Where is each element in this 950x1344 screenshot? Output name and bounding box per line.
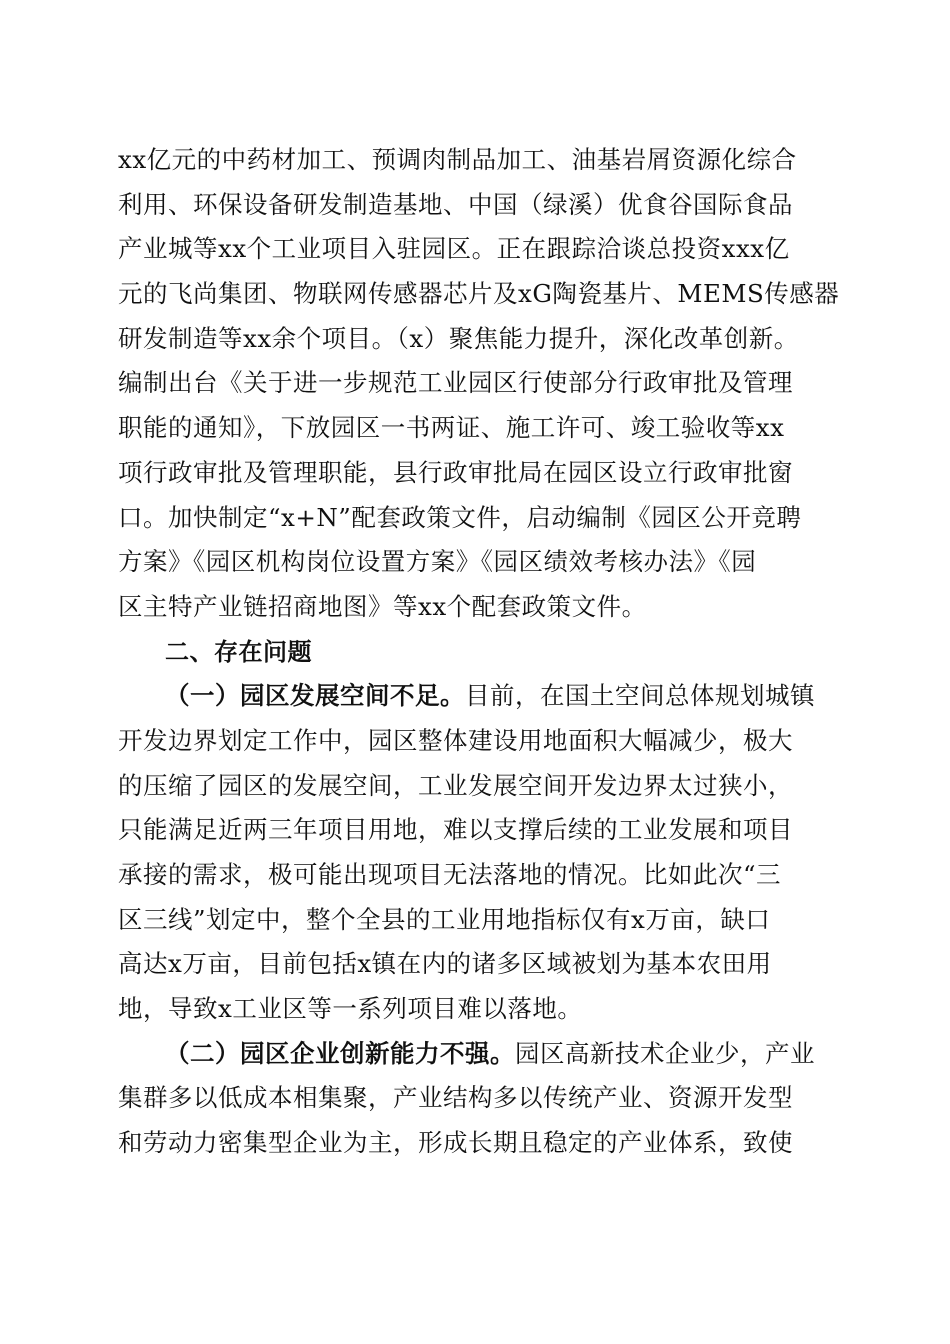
text-line: 集群多以低成本相集聚，产业结构多以传统产业、资源开发型 — [118, 1083, 793, 1113]
text-line: 高达x万亩，目前包括x镇在内的诸多区域被划为基本农田用 — [118, 949, 772, 979]
text-line: 开发边界划定工作中，园区整体建设用地面积大幅减少，极大 — [118, 725, 793, 755]
text-line: 职能的通知》，下放园区一书两证、施工许可、竣工验收等xx — [118, 413, 785, 443]
text-line: 编制出台《关于进一步规范工业园区行使部分行政审批及管理 — [118, 368, 793, 398]
section-heading: 二、存在问题 — [165, 637, 312, 666]
text-line: 利用、环保设备研发制造基地、中国（绿溪）优食谷国际食品 — [118, 189, 793, 219]
text-line: 产业城等xx个工业项目入驻园区。正在跟踪洽谈总投资xxx亿 — [118, 234, 790, 264]
paragraph-issue-2 — [118, 1032, 838, 1166]
text-line: 的压缩了园区的发展空间，工业发展空间开发边界太过狭小， — [118, 770, 793, 800]
text-line: 区三线”划定中，整个全县的工业用地指标仅有x万亩，缺口 — [118, 904, 771, 934]
issue-2-first-line — [118, 1032, 838, 1077]
paragraph-issue-1 — [118, 674, 838, 1032]
issue-1-first-line-text: 目前，在国土空间总体规划城镇 — [465, 681, 815, 711]
text-line: 项行政审批及管理职能，县行政审批局在园区设立行政审批窗 — [118, 457, 793, 487]
issue-2-title: （二）园区企业创新能力不强。 — [165, 1038, 515, 1068]
text-line: xx亿元的中药材加工、预调肉制品加工、油基岩屑资源化综合 — [118, 145, 797, 174]
text-line: 元的飞尚集团、物联网传感器芯片及xG陶瓷基片、MEMS传感器 — [118, 279, 840, 309]
document-body — [118, 138, 838, 1166]
paragraph-investment-and-reform — [118, 138, 838, 630]
text-line: 区主特产业链招商地图》等xx个配套政策文件。 — [118, 591, 647, 621]
issue-1-first-line — [118, 674, 838, 719]
issue-2-first-line-text: 园区高新技术企业少，产业 — [515, 1038, 815, 1068]
text-line: 研发制造等xx余个项目。（x）聚焦能力提升，深化改革创新。 — [118, 323, 799, 353]
text-line: 地，导致x工业区等一系列项目难以落地。 — [118, 994, 583, 1024]
text-line: 口。加快制定“x+N”配套政策文件，启动编制《园区公开竞聘 — [118, 502, 802, 532]
text-line: 方案》《园区机构岗位设置方案》《园区绩效考核办法》《园 — [118, 547, 757, 577]
text-line: 承接的需求，极可能出现项目无法落地的情况。比如此次“三 — [118, 860, 782, 889]
issue-1-title: （一）园区发展空间不足。 — [165, 681, 465, 711]
text-line: 和劳动力密集型企业为主，形成长期且稳定的产业体系，致使 — [118, 1128, 793, 1158]
text-line: 只能满足近两三年项目用地，难以支撑后续的工业发展和项目 — [118, 815, 793, 845]
